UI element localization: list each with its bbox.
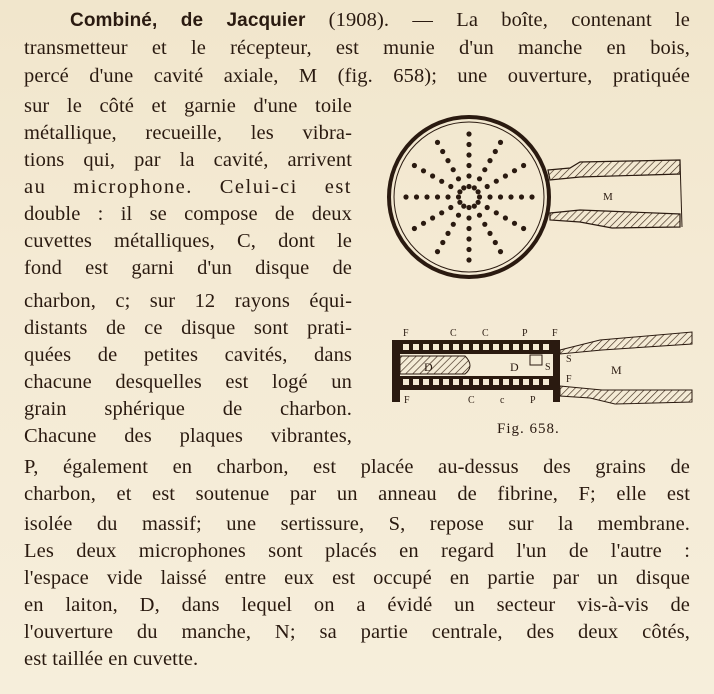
text-line-20: Les deux microphones sont placés en regard l'un de l'autre :	[24, 540, 690, 562]
cavity-dot	[461, 185, 466, 190]
label-F: F	[403, 328, 409, 339]
grain-slot	[473, 344, 479, 350]
handle-label: M	[603, 191, 613, 203]
handle-section-bottom	[560, 386, 692, 404]
grain-slot	[503, 379, 509, 385]
grain-slot	[543, 379, 549, 385]
text-line-4: sur le côté et garnie d'une toile	[24, 95, 352, 117]
grain-slot	[463, 379, 469, 385]
cavity-dot	[421, 168, 426, 173]
cavity-dot	[451, 222, 456, 227]
cavity-dot	[448, 184, 453, 189]
bottom-grain-row	[403, 379, 549, 385]
grain-slot	[403, 344, 409, 350]
text-line-24: est taillée en cuvette.	[24, 648, 199, 670]
text-line-1	[24, 8, 690, 33]
cavity-dot	[435, 194, 440, 199]
cavity-dot	[472, 204, 477, 209]
cavity-dot	[456, 213, 461, 218]
label-S: S	[545, 362, 551, 373]
cavity-dot	[477, 213, 482, 218]
grain-slot	[493, 379, 499, 385]
grain-slot	[423, 344, 429, 350]
sertissure	[530, 355, 542, 365]
cavity-dot	[457, 189, 462, 194]
cavity-dot	[445, 231, 450, 236]
grain-slot	[453, 344, 459, 350]
cavity-dot	[466, 226, 471, 231]
cavity-dot	[477, 194, 482, 199]
grain-slot	[463, 344, 469, 350]
cavity-dot	[403, 194, 408, 199]
cavity-dot	[466, 257, 471, 262]
text-line-9: cuvettes métalliques, C, dont le	[24, 230, 352, 252]
text-line-17: P, également en charbon, est placée au-dessus des grains de	[24, 456, 690, 478]
label-C: C	[468, 395, 475, 406]
cavity-dot	[487, 194, 492, 199]
cavity-dot	[485, 205, 490, 210]
label-P: P	[530, 395, 536, 406]
text-line-15: grain sphérique de charbon.	[24, 398, 352, 420]
text-line-19: isolée du massif; une sertissure, S, repose sur la membrane.	[24, 513, 690, 535]
label-F: F	[552, 328, 558, 339]
grain-slot	[533, 379, 539, 385]
cavity-dot	[485, 184, 490, 189]
grain-slot	[433, 379, 439, 385]
cavity-dot	[503, 173, 508, 178]
cavity-dot	[466, 215, 471, 220]
cavity-dot	[451, 167, 456, 172]
top-grain-row	[403, 344, 549, 350]
grain-slot	[443, 344, 449, 350]
cavity-dot	[477, 176, 482, 181]
text-line-7: au microphone. Celui-ci est	[24, 176, 352, 198]
left-plate	[392, 340, 400, 402]
text-fragment: — La boîte, contenant le	[412, 9, 690, 31]
grain-slot	[403, 379, 409, 385]
cavity-dot	[476, 189, 481, 194]
grain-slot	[453, 379, 459, 385]
cavity-dot	[414, 194, 419, 199]
label-C: C	[482, 328, 489, 339]
cavity-dot	[466, 173, 471, 178]
cavity-dot	[529, 194, 534, 199]
cavity-dot	[456, 194, 461, 199]
cavity-dot	[461, 204, 466, 209]
cavity-dot	[439, 179, 444, 184]
grain-slot	[533, 344, 539, 350]
cavity-dot	[424, 194, 429, 199]
cavity-dot	[466, 131, 471, 136]
grain-slot	[513, 344, 519, 350]
text-line-8: double : il se compose de deux	[24, 203, 352, 225]
cavity-dot	[493, 149, 498, 154]
grain-slot	[523, 344, 529, 350]
cavity-dot	[457, 200, 462, 205]
cavity-dot	[430, 173, 435, 178]
label-S: S	[566, 354, 572, 365]
text-line-6: tions qui, par la cavité, arrivent	[24, 149, 352, 171]
label-F: F	[404, 395, 410, 406]
text-line-11: charbon, c; sur 12 rayons équi-	[24, 290, 352, 312]
cavity-dot	[472, 185, 477, 190]
grain-slot	[493, 344, 499, 350]
cavity-dot	[508, 194, 513, 199]
cavity-dot	[494, 179, 499, 184]
grain-slot	[473, 379, 479, 385]
entry-title: Combiné, de Jacquier	[70, 10, 306, 31]
grain-slot	[433, 344, 439, 350]
cavity-dot	[476, 200, 481, 205]
cavity-dot	[493, 240, 498, 245]
cavity-dot	[503, 215, 508, 220]
cavity-dot	[466, 152, 471, 157]
cavity-dot	[439, 210, 444, 215]
text-line-21: l'espace vide laissé entre eux est occupé en partie par un disque	[24, 567, 690, 589]
figure-top-view	[380, 110, 714, 290]
cavity-dot	[430, 215, 435, 220]
cavity-dot	[445, 194, 450, 199]
handle-section-top	[560, 332, 692, 354]
cavity-dot	[412, 163, 417, 168]
cavity-dot	[519, 194, 524, 199]
right-plate	[553, 340, 560, 402]
carbon-cavity-dots	[403, 131, 534, 262]
cavity-dot	[498, 140, 503, 145]
cavity-dot	[466, 236, 471, 241]
text-line-16: Chacune des plaques vibrantes,	[24, 425, 352, 447]
grain-slot	[483, 344, 489, 350]
text-line-14: chacune desquelles est logé un	[24, 371, 352, 393]
text-line-2: transmetteur et le récepteur, est munie d'un manche en bois,	[24, 37, 690, 59]
brass-disk-left	[400, 356, 470, 374]
text-line-12: distants de ce disque sont prati-	[24, 317, 352, 339]
grain-slot	[483, 379, 489, 385]
cavity-dot	[466, 142, 471, 147]
cavity-dot	[466, 247, 471, 252]
text-line-3: percé d'une cavité axiale, M (fig. 658); une ouverture, pratiquée	[24, 65, 690, 87]
outer-ring	[389, 117, 549, 277]
cavity-dot	[521, 163, 526, 168]
cavity-dot	[466, 205, 471, 210]
text-line-22: en laiton, D, dans lequel on a évidé un secteur vis-à-vis de	[24, 594, 690, 616]
grain-slot	[413, 379, 419, 385]
grain-slot	[523, 379, 529, 385]
cavity-dot	[512, 168, 517, 173]
grain-slot	[513, 379, 519, 385]
cavity-dot	[445, 158, 450, 163]
cavity-dot	[482, 167, 487, 172]
cavity-dot	[440, 149, 445, 154]
label-M: M	[611, 363, 622, 377]
cavity-dot	[487, 231, 492, 236]
text-line-23: l'ouverture du manche, N; sa partie centrale, des deux côtés,	[24, 621, 690, 643]
cavity-dot	[466, 163, 471, 168]
figure-section-view	[370, 310, 714, 420]
label-C: C	[450, 328, 457, 339]
text-line-5: métallique, recueille, les vibra-	[24, 122, 352, 144]
label-D: D	[424, 360, 433, 374]
cavity-dot	[498, 249, 503, 254]
label-P: P	[522, 328, 528, 339]
text-line-13: quées de petites cavités, dans	[24, 344, 352, 366]
cavity-dot	[440, 240, 445, 245]
cavity-dot	[435, 140, 440, 145]
label-D: D	[510, 360, 519, 374]
cavity-dot	[456, 176, 461, 181]
entry-year: (1908).	[328, 9, 390, 31]
label-F: F	[566, 374, 572, 385]
cavity-dot	[435, 249, 440, 254]
cavity-dot	[498, 194, 503, 199]
figure-caption: Fig. 658.	[497, 421, 560, 437]
handle-top	[548, 160, 682, 228]
grain-slot	[443, 379, 449, 385]
cavity-dot	[421, 221, 426, 226]
label-c: c	[500, 395, 505, 406]
cavity-dot	[466, 184, 471, 189]
cavity-dot	[482, 222, 487, 227]
cavity-dot	[494, 210, 499, 215]
cavity-dot	[487, 158, 492, 163]
grain-slot	[543, 344, 549, 350]
grain-slot	[413, 344, 419, 350]
cavity-dot	[448, 205, 453, 210]
cavity-dot	[412, 226, 417, 231]
cavity-dot	[521, 226, 526, 231]
grain-slot	[423, 379, 429, 385]
text-line-18: charbon, et est soutenue par un anneau de fibrine, F; elle est	[24, 483, 690, 505]
cavity-dot	[512, 221, 517, 226]
text-line-10: fond est garni d'un disque de	[24, 257, 352, 279]
grain-slot	[503, 344, 509, 350]
